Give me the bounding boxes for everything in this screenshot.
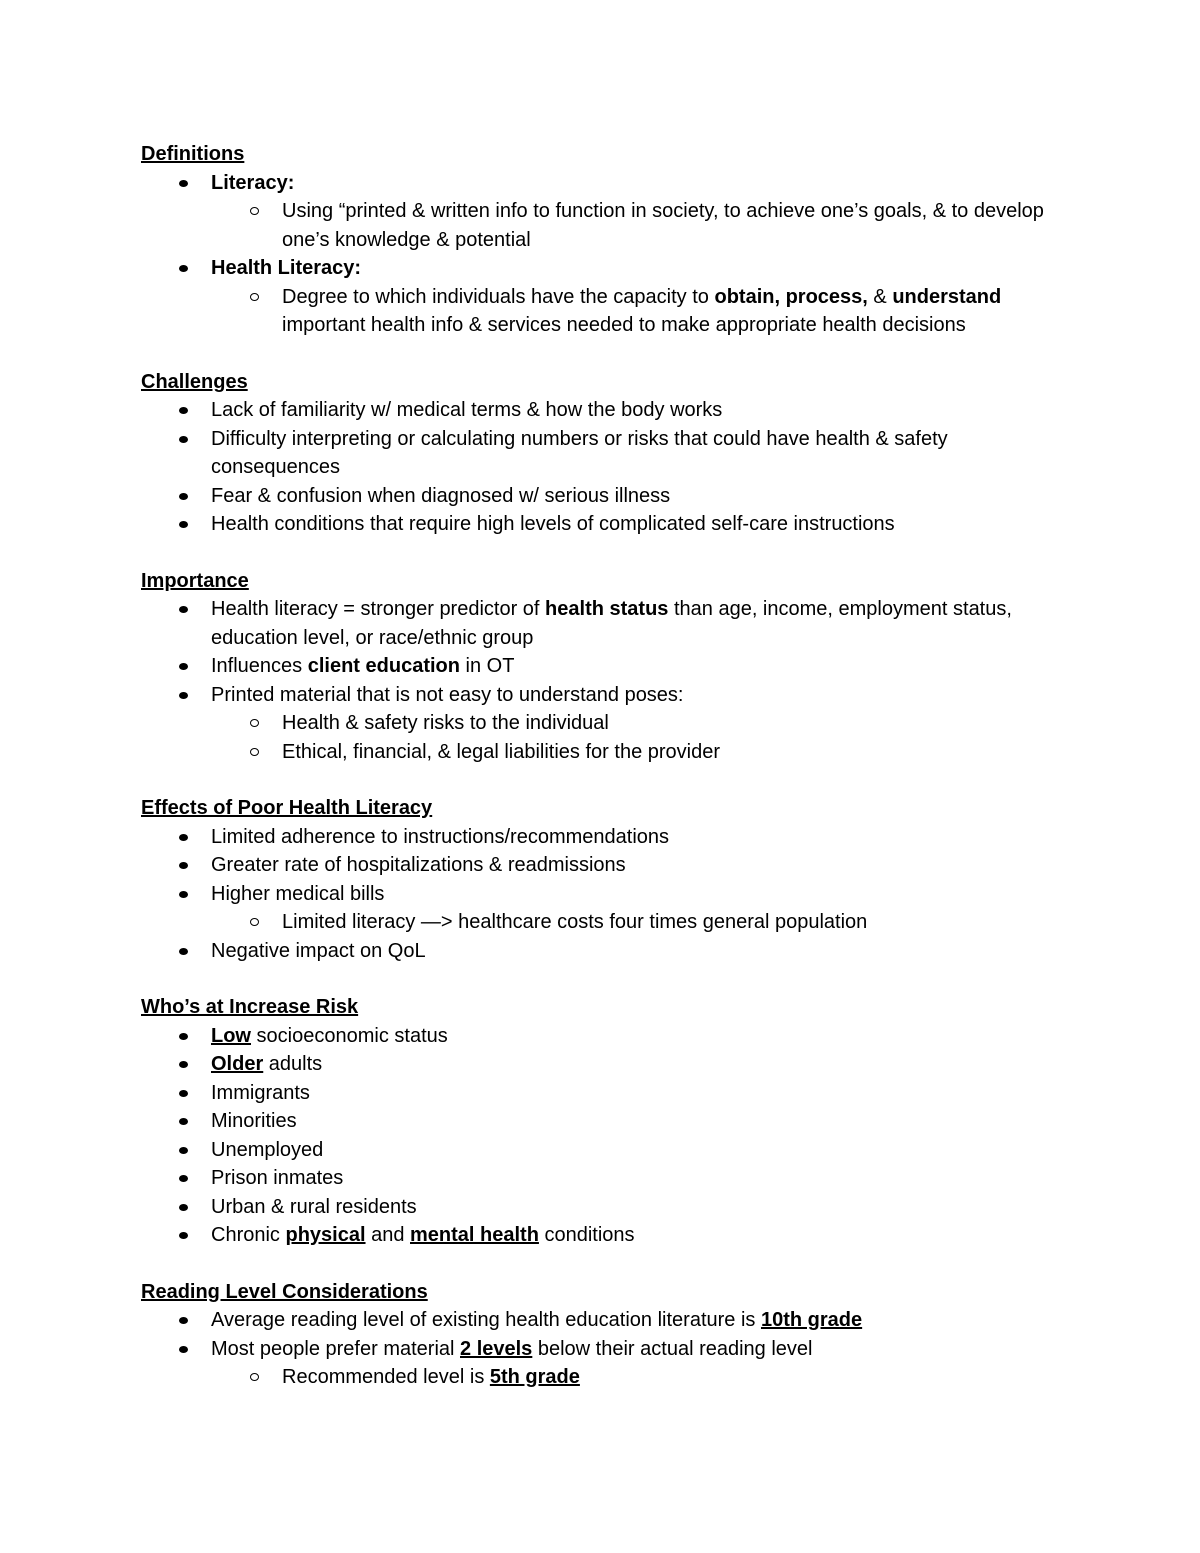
importance-sublist — [141, 709, 1081, 766]
bullet-dot-icon — [179, 1204, 188, 1211]
literacy-term: Literacy: — [211, 171, 295, 194]
challenge-text: Fear & confusion when diagnosed w/ serious illness — [211, 484, 671, 507]
effects-list — [141, 823, 1081, 909]
list-item — [141, 1079, 1081, 1108]
list-item — [141, 1107, 1081, 1136]
list-item — [141, 1221, 1081, 1250]
risk-text: Urban & rural residents — [211, 1195, 417, 1218]
list-item — [141, 908, 1081, 937]
importance-text: Influences — [211, 655, 308, 677]
bullet-dot-icon — [179, 180, 188, 187]
effect-subtext: Limited literacy —> healthcare costs four times general population — [282, 911, 868, 933]
list-item — [141, 595, 1081, 652]
list-item — [141, 283, 1081, 340]
risk-text: Unemployed — [211, 1138, 324, 1161]
list-item — [141, 1193, 1081, 1222]
importance-text: than age, income, employment status, education level, or race/ethnic group — [211, 598, 1012, 649]
bullet-dot-icon — [179, 521, 188, 528]
effect-text: Negative impact on QoL — [211, 939, 426, 962]
bullet-ring-icon — [250, 918, 259, 926]
bullet-dot-icon — [179, 1175, 188, 1182]
risk-text: conditions — [538, 1224, 635, 1246]
list-item — [141, 396, 1081, 425]
bullet-dot-icon — [179, 1090, 188, 1097]
bullet-dot-icon — [179, 891, 188, 898]
hl-def-part1: Degree to which individuals have the capacity to — [282, 285, 715, 308]
bullet-dot-icon — [179, 1147, 188, 1154]
reading-sublist — [141, 1363, 1081, 1392]
bullet-dot-icon — [179, 948, 188, 955]
effect-text: Higher medical bills — [211, 882, 385, 905]
bullet-dot-icon — [179, 692, 188, 699]
bullet-dot-icon — [179, 493, 188, 500]
bullet-ring-icon — [250, 207, 259, 215]
importance-section — [141, 567, 1081, 767]
document-page — [141, 140, 1081, 1420]
effect-text: Limited adherence to instructions/recommendations — [211, 825, 670, 848]
effects-list-end — [141, 937, 1081, 966]
importance-text: Health literacy = stronger predictor of — [211, 598, 546, 620]
challenges-section — [141, 368, 1081, 539]
list-item — [141, 1050, 1081, 1079]
challenges-list — [141, 396, 1081, 539]
risk-text: Prison inmates — [211, 1167, 344, 1189]
list-item — [141, 510, 1081, 539]
importance-subtext: Ethical, financial, & legal liabilities for the provider — [282, 740, 720, 763]
physical-emphasis: physical — [285, 1224, 366, 1246]
list-item — [141, 1335, 1081, 1364]
health-status-emphasis: health status — [545, 598, 669, 620]
challenges-heading: Challenges — [141, 370, 248, 393]
reading-text: Average reading level of existing health education literature is — [211, 1309, 761, 1331]
importance-text: Printed material that is not easy to understand poses: — [211, 683, 684, 706]
importance-subtext: Health & safety risks to the individual — [282, 712, 609, 734]
list-item — [141, 681, 1081, 710]
list-item — [141, 823, 1081, 852]
effect-text: Greater rate of hospitalizations & readmissions — [211, 854, 626, 876]
bullet-dot-icon — [179, 862, 188, 869]
risk-section — [141, 993, 1081, 1250]
list-item — [141, 482, 1081, 511]
health-literacy-list — [141, 254, 1081, 283]
challenge-text: Difficulty interpreting or calculating numbers or risks that could have health & safety consequences — [211, 427, 948, 478]
literacy-definition: Using “printed & written info to function in society, to achieve one’s goals, & to develop one’s knowledge & potential — [282, 200, 1044, 251]
bullet-dot-icon — [179, 407, 188, 414]
challenge-text: Health conditions that require high levels of complicated self-care instructions — [211, 513, 895, 535]
list-item — [141, 851, 1081, 880]
list-item — [141, 1164, 1081, 1193]
bullet-dot-icon — [179, 1317, 188, 1324]
reading-subtext: Recommended level is — [282, 1366, 490, 1388]
bullet-dot-icon — [179, 606, 188, 613]
risk-text: Chronic — [211, 1224, 286, 1246]
reading-text: Most people prefer material — [211, 1337, 461, 1360]
client-education-emphasis: client education — [307, 655, 460, 677]
effects-section — [141, 794, 1081, 965]
low-emphasis: Low — [211, 1024, 251, 1047]
list-item — [141, 1022, 1081, 1051]
reading-list — [141, 1306, 1081, 1363]
list-item — [141, 1363, 1081, 1392]
literacy-sublist — [141, 197, 1081, 254]
list-item — [141, 254, 1081, 283]
bullet-dot-icon — [179, 1346, 188, 1353]
health-literacy-term: Health Literacy: — [211, 257, 362, 279]
importance-list — [141, 595, 1081, 709]
risk-text: socioeconomic status — [251, 1024, 448, 1047]
risk-text: Minorities — [211, 1110, 297, 1132]
list-item — [141, 880, 1081, 909]
bullet-dot-icon — [179, 663, 188, 670]
bullet-ring-icon — [250, 719, 259, 727]
reading-text: below their actual reading level — [532, 1337, 813, 1360]
list-item — [141, 1306, 1081, 1335]
hl-def-understand: understand — [892, 285, 1002, 308]
reading-heading: Reading Level Considerations — [141, 1280, 428, 1303]
bullet-dot-icon — [179, 834, 188, 841]
bullet-dot-icon — [179, 1118, 188, 1125]
list-item — [141, 425, 1081, 482]
list-item — [141, 738, 1081, 767]
risk-text: adults — [263, 1053, 323, 1075]
list-item — [141, 709, 1081, 738]
fifth-grade-emphasis: 5th grade — [489, 1366, 580, 1388]
bullet-dot-icon — [179, 1033, 188, 1040]
hl-def-obtain: obtain, process, — [714, 285, 868, 308]
list-item — [141, 169, 1081, 198]
definitions-heading: Definitions — [141, 143, 245, 165]
importance-heading: Importance — [141, 569, 249, 592]
challenge-text: Lack of familiarity w/ medical terms & how the body works — [211, 399, 723, 421]
hl-def-amp: & — [867, 285, 893, 308]
list-item — [141, 1136, 1081, 1165]
two-levels-emphasis: 2 levels — [460, 1337, 533, 1360]
hl-def-part2: important health info & services needed to make appropriate health decisions — [282, 314, 966, 336]
bullet-dot-icon — [179, 436, 188, 443]
list-item — [141, 937, 1081, 966]
risk-text: and — [365, 1224, 411, 1246]
bullet-ring-icon — [250, 293, 259, 301]
mental-health-emphasis: mental health — [410, 1224, 539, 1246]
bullet-dot-icon — [179, 265, 188, 272]
importance-text: in OT — [459, 655, 515, 677]
older-emphasis: Older — [211, 1053, 264, 1075]
bullet-dot-icon — [179, 1061, 188, 1068]
risk-text: Immigrants — [211, 1081, 310, 1104]
definitions-section — [141, 140, 1081, 340]
health-literacy-sublist — [141, 283, 1081, 340]
risk-heading: Who’s at Increase Risk — [141, 996, 359, 1018]
list-item — [141, 197, 1081, 254]
effects-heading: Effects of Poor Health Literacy — [141, 797, 433, 819]
bullet-ring-icon — [250, 1373, 259, 1381]
list-item — [141, 652, 1081, 681]
definitions-list — [141, 169, 1081, 198]
risk-list — [141, 1022, 1081, 1250]
reading-section — [141, 1278, 1081, 1392]
bullet-ring-icon — [250, 748, 259, 756]
effects-sublist — [141, 908, 1081, 937]
tenth-grade-emphasis: 10th grade — [760, 1309, 863, 1331]
bullet-dot-icon — [179, 1232, 188, 1239]
